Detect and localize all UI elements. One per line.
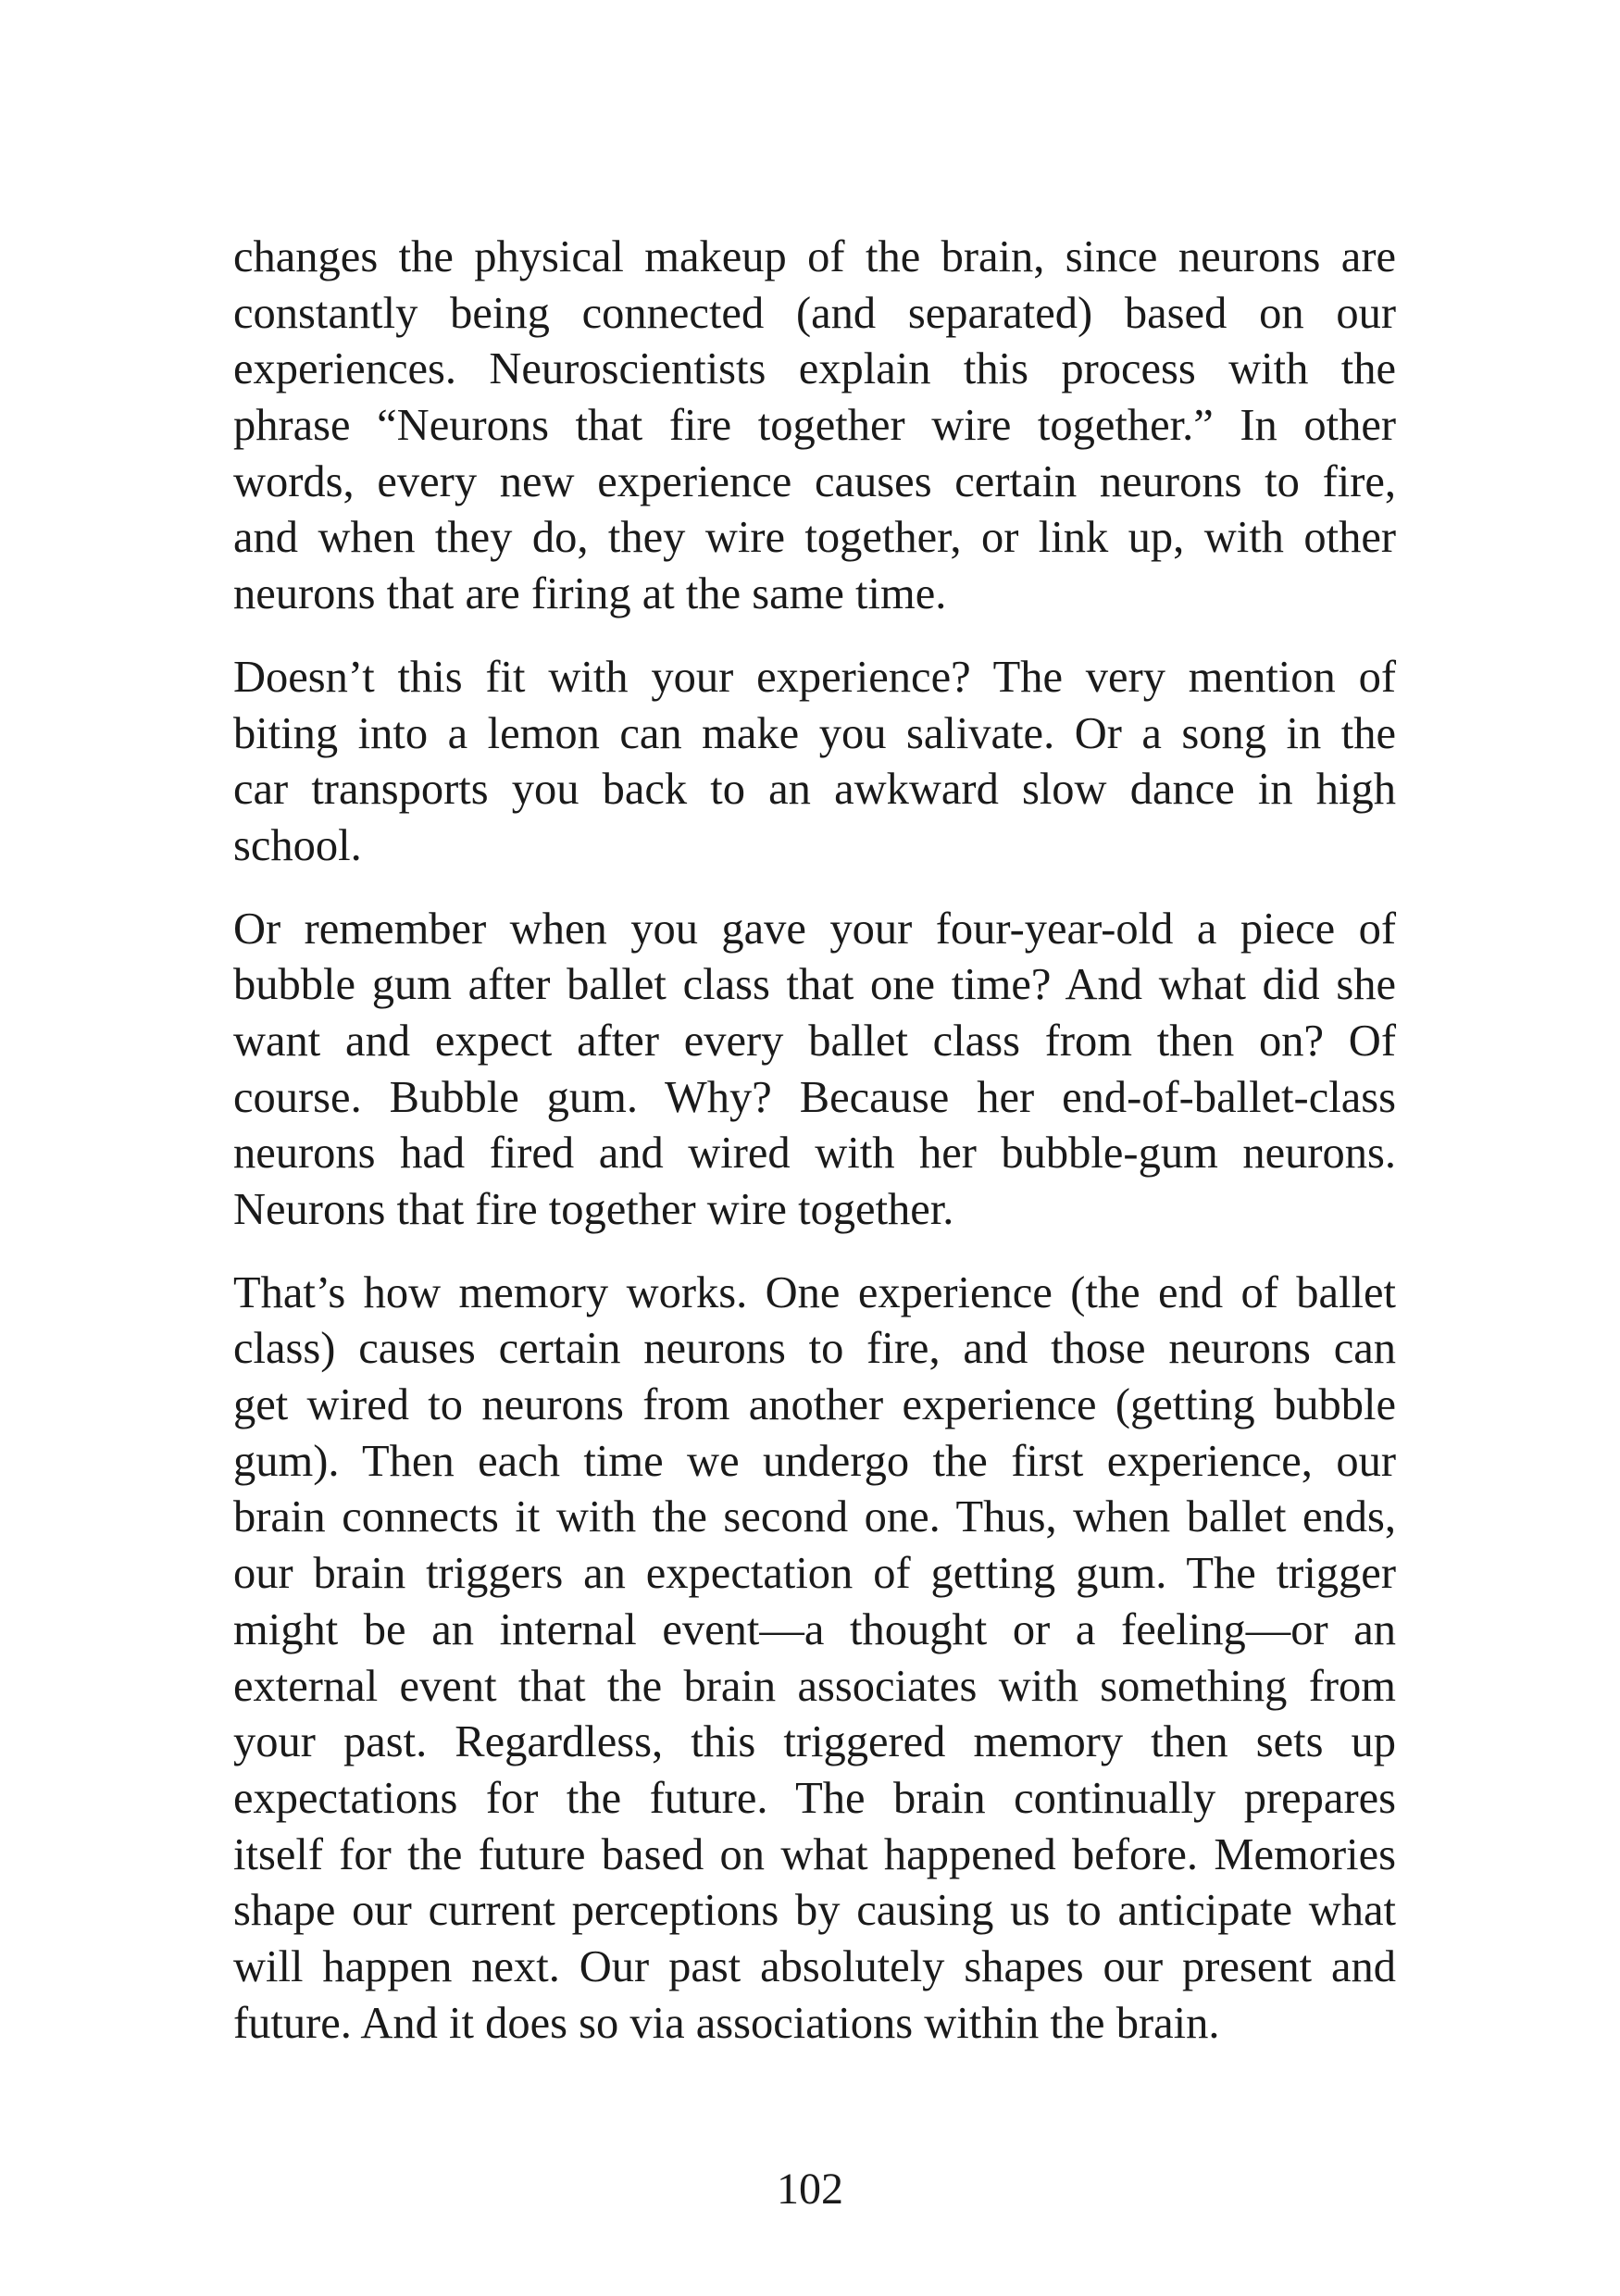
- paragraph-3: [233, 902, 1396, 1239]
- text-line: our brain triggers an expectation of getting gum. The trigger: [233, 1549, 1396, 1599]
- text-line: class) causes certain neurons to fire, and those neurons can: [233, 1324, 1396, 1374]
- text-line: experiences. Neuroscientists explain this process with the: [233, 344, 1396, 394]
- text-line: external event that the brain associates with something from: [233, 1661, 1396, 1711]
- text-line: changes the physical makeup of the brain, since neurons are: [233, 232, 1396, 281]
- body-text: [233, 230, 1396, 2078]
- text-line: and when they do, they wire together, or link up, with other: [233, 513, 1396, 563]
- text-line: bubble gum after ballet class that one time? And what did she: [233, 960, 1396, 1010]
- text-line: car transports you back to an awkward slow dance in high: [233, 765, 1396, 815]
- text-line: Or remember when you gave your four-year-old a piece of: [233, 904, 1396, 954]
- text-line: phrase “Neurons that fire together wire together.” In other: [233, 401, 1396, 451]
- paragraph-2: [233, 650, 1396, 875]
- text-line: gum). Then each time we undergo the first experience, our: [233, 1436, 1396, 1486]
- text-line: course. Bubble gum. Why? Because her end-of-ballet-class: [233, 1072, 1396, 1122]
- text-line: neurons had fired and wired with her bubble-gum neurons.: [233, 1129, 1396, 1179]
- text-line: Neurons that fire together wire together.: [233, 1185, 954, 1234]
- text-line: Doesn’t this fit with your experience? The very mention of: [233, 652, 1396, 702]
- text-line: might be an internal event—a thought or a feeling—or an: [233, 1604, 1396, 1654]
- text-line: school.: [233, 820, 362, 870]
- text-line: brain connects it with the second one. Thus, when ballet ends,: [233, 1492, 1396, 1542]
- text-line: shape our current perceptions by causing us to anticipate what: [233, 1886, 1396, 1936]
- page-number: 102: [777, 2165, 843, 2214]
- text-line: get wired to neurons from another experience (getting bubble: [233, 1380, 1396, 1430]
- text-line: want and expect after every ballet class from then on? Of: [233, 1016, 1396, 1066]
- text-line: future. And it does so via associations within the brain.: [233, 1998, 1220, 2048]
- text-line: biting into a lemon can make you salivate. Or a song in the: [233, 708, 1396, 758]
- text-line: constantly being connected (and separated) based on our: [233, 288, 1396, 338]
- paragraph-4: [233, 1266, 1396, 2053]
- text-line: expectations for the future. The brain continually prepares: [233, 1773, 1396, 1823]
- text-line: neurons that are firing at the same time.: [233, 569, 947, 619]
- text-line: words, every new experience causes certain neurons to fire,: [233, 456, 1396, 506]
- paragraph-1: [233, 230, 1396, 623]
- text-line: itself for the future based on what happened before. Memories: [233, 1829, 1396, 1879]
- text-line: your past. Regardless, this triggered memory then sets up: [233, 1717, 1396, 1767]
- text-line: That’s how memory works. One experience (the end of ballet: [233, 1267, 1396, 1317]
- text-line: will happen next. Our past absolutely shapes our present and: [233, 1941, 1396, 1991]
